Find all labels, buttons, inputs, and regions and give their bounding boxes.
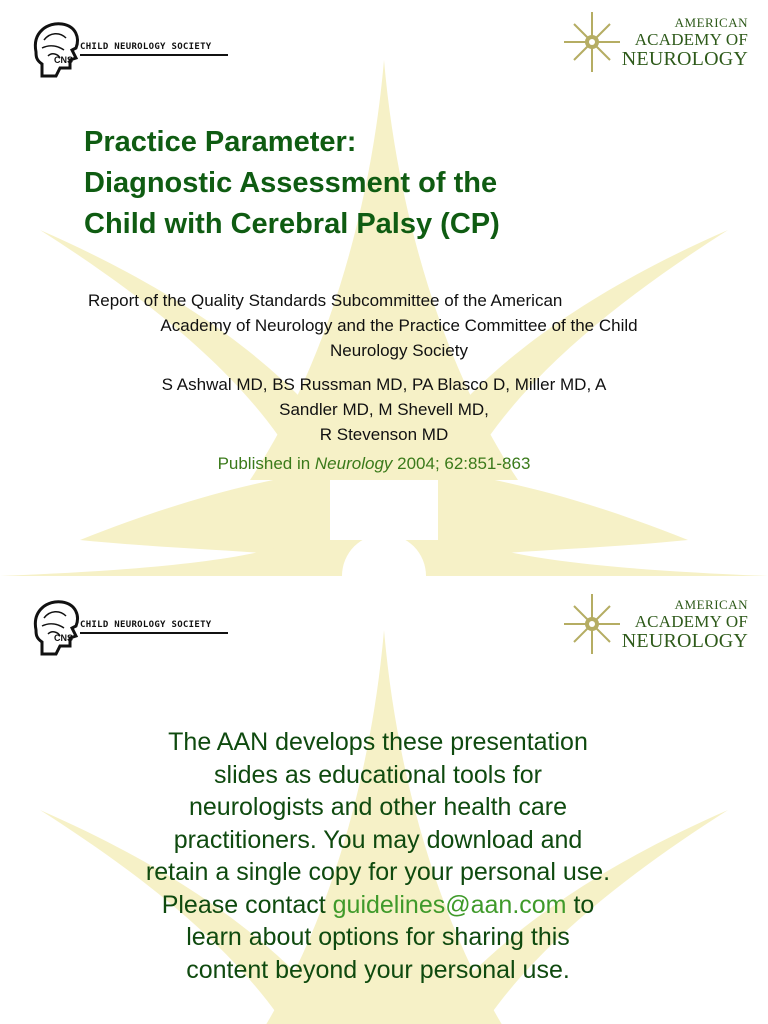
aan-line-1: AMERICAN [674,15,748,30]
aan-wordmark [612,16,748,69]
author-line: R Stevenson MD [319,425,449,444]
notice-line: learn about options for sharing this [186,923,570,951]
contact-line [90,889,666,922]
aan-logo [562,8,752,78]
journal-name: Neurology [314,454,393,473]
notice-slide [0,590,768,1024]
slide-title [84,122,724,245]
report-description [84,288,714,363]
cns-wordmark: CHILD NEUROLOGY SOCIETY [80,620,212,630]
cns-wordmark: CHILD NEUROLOGY SOCIETY [80,42,212,52]
report-line: Report of the Quality Standards Subcommittee of the American [88,291,563,310]
contact-email-link[interactable]: guidelines@aan.com [332,890,567,919]
aan-line-3: NEUROLOGY [621,48,748,70]
contact-suffix: to [566,890,595,919]
title-line: Practice Parameter: [84,126,357,158]
notice-line: slides as educational tools for [214,760,542,789]
child-neurology-society-logo [26,18,236,82]
aan-line-1: AMERICAN [674,597,748,612]
aan-wordmark [612,598,748,651]
notice-line: practitioners. You may download and [173,825,583,854]
aan-logo [562,590,752,660]
notice-line: The AAN develops these presentation [168,728,588,756]
author-line: Sandler MD, M Shevell MD, [279,400,489,419]
cns-underline [80,54,228,56]
aan-line-2: ACADEMY OF [634,30,748,49]
report-line: Academy of Neurology and the Practice Committee of the Child [160,316,638,335]
notice-line: content beyond your personal use. [186,955,570,984]
cns-initials: CNS [54,55,74,65]
notice-line: neurologists and other health care [188,793,568,821]
citation-details: 2004; 62:851-863 [392,454,531,473]
title-line: Diagnostic Assessment of the [84,167,498,199]
author-list [84,372,684,447]
published-prefix: Published in [217,454,315,473]
notice-line: retain a single copy for your personal use. [145,858,611,886]
aan-line-3: NEUROLOGY [621,630,748,652]
title-line: Child with Cerebral Palsy (CP) [84,208,500,240]
cns-initials: CNS [54,633,74,643]
publication-citation [84,452,664,476]
report-line: Neurology Society [330,341,468,360]
contact-prefix: Please contact [161,890,333,919]
cns-underline [80,632,228,634]
author-line: S Ashwal MD, BS Russman MD, PA Blasco D, Miller MD, A [161,375,607,394]
child-neurology-society-logo [26,596,236,660]
aan-line-2: ACADEMY OF [634,612,748,631]
usage-notice [90,726,666,986]
